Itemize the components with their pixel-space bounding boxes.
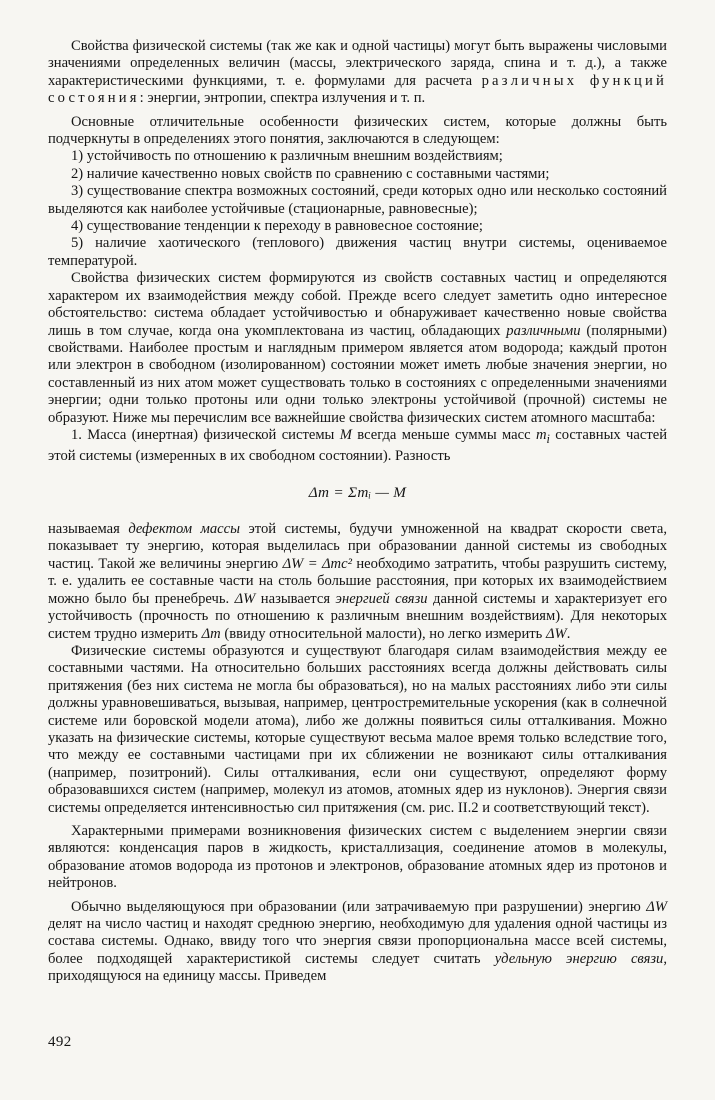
paragraph-mass: 1. Масса (инертная) физической системы M всегда меньше суммы масс $m_i$ составных частей этой системы (измеренных в их свободном состоянии). Разность (48, 426, 668, 465)
list-item: 4) существование тенденции к переходу в равновесное состояние; (71, 218, 483, 235)
paragraph-binding-examples: Характерными примерами возникновения физических систем с выделением энергии связи являются: конденсация паров в жидкость, кристаллизация, соединение атомов в молекулы, образование атомов водорода из протонов и электронов, образование атомных ядер из протонов и нейтронов. (48, 822, 667, 892)
list-item: 1) устойчивость по отношению к различным внешним воздействиям; (71, 148, 503, 165)
paragraph-properties: Свойства физической системы (так же как и одной частицы) могут быть выражены числовыми значениями определенных величин (массы, электрического заряда, спина и т. д.), а также характеристическими функциями, т. е. формулами для расчета различных функций состояния: энергии, энтропии, спектра излучения и т. п. (48, 38, 667, 107)
page-body (48, 38, 667, 986)
page-number: 492 (48, 1034, 72, 1050)
paragraph-specific-energy: Обычно выделяющуюся при образовании (или затрачиваемую при разрушении) энергию ΔW делят на число частиц и находят среднюю энергию, необходимую для удаления одной частицы из состава системы. Однако, ввиду того что энергия связи пропорциональна массе всей системы, более подходящей характеристикой системы следует считать удельную энергию связи, приходящуюся на единицу массы. Приведем (48, 898, 668, 985)
italic-term: различными (506, 322, 581, 339)
symbol-M: M (339, 426, 352, 443)
formula-inline: Δm (201, 625, 221, 642)
subscript-i: i (546, 431, 550, 446)
spaced-emphasis: различных функций состояния (48, 72, 667, 107)
list-item: 2) наличие качественно новых свойств по сравнению с составными частями; (71, 165, 550, 182)
paragraph-features-intro: Основные отличительные особенности физических систем, которые должны быть подчеркнуты в определениях этого понятия, заключаются в следующем: (48, 113, 667, 148)
italic-term: дефектом массы (128, 521, 241, 538)
list-item: 3) существование спектра возможных состояний, среди которых одно или несколько состояний выделяются как наиболее устойчивые (стационарные, равновесные); (48, 183, 667, 217)
formula-inline: ΔW = Δmc² (282, 555, 352, 572)
italic-term: энергией связи (335, 590, 428, 607)
formula-inline: ΔW (234, 590, 256, 607)
mass-defect-formula: Δm = Σmᵢ — M (308, 483, 407, 501)
symbol-m: m (535, 426, 547, 443)
italic-term: удельную энергию связи (494, 950, 664, 967)
paragraph-system-formation: Свойства физических систем формируются из свойств составных частиц и определяются характером их взаимодействия между собой. Прежде всего следует заметить одно интересное обстоятельство: система обладает устойчивостью и обнаруживает качественно новые свойства лишь в том случае, когда она укомплектована из частиц, обладающих различными (полярными) свойствами. Наиболее простым и наглядным примером является атом водорода; каждый протон или электрон в свободном (изолированном) состоянии может иметь любые значения энергии, но составленный из них атом может существовать только в состояниях с определенными значениями энергии; одни только протоны или одни только электроны устойчивой (прочной) системы не образуют. Ниже мы перечислим все важнейшие свойства физических систем атомного масштаба: (48, 270, 667, 426)
paragraph-mass-defect: называемая дефектом массы этой системы, будучи умноженной на квадрат скорости света, показывает ту энергию, которая выделилась при образовании данной системы из свободных частиц. Такой же величины энергию ΔW = Δmc² необходимо затратить, чтобы разрушить систему, т. е. удалить ее составные части на столь большие расстояния, при которых их взаимодействием можно было бы пренебречь. ΔW называется энергией связи данной системы и характеризует его устойчивость (прочность по отношению к различным внешним воздействиям). Для некоторых систем трудно измерить Δm (ввиду относительной малости), но легко измерить ΔW. (48, 521, 668, 642)
paragraph-interaction-forces: Физические системы образуются и существуют благодаря силам взаимодействия между ее составными частями. На относительно больших расстояниях всегда должны действовать силы притяжения (без них система не могла бы образоваться), но на малых расстояниях либо эти силы должны уравновешиваться, вызывая, например, центростремительные ускорения (как в солнечной системе или боровской модели атома), либо же должны появиться силы отталкивания. Можно указать на физические системы, которые существуют весьма малое время только вследствие того, что между ее составными частицами при их сближении не возникают силы отталкивания (например, позитроний). Силы отталкивания, если они существуют, определяют форму образовавшихся систем (например, молекул из атомов, атомных ядер из нуклонов). Энергия связи системы определяется интенсивностью сил притяжения (см. рис. II.2 и соответствующий текст). (48, 642, 667, 816)
list-item: 5) наличие хаотического (теплового) движения частиц внутри системы, оцениваемое температурой. (48, 235, 667, 269)
formula-inline: ΔW (545, 625, 567, 642)
formula-inline: ΔW (646, 898, 667, 915)
